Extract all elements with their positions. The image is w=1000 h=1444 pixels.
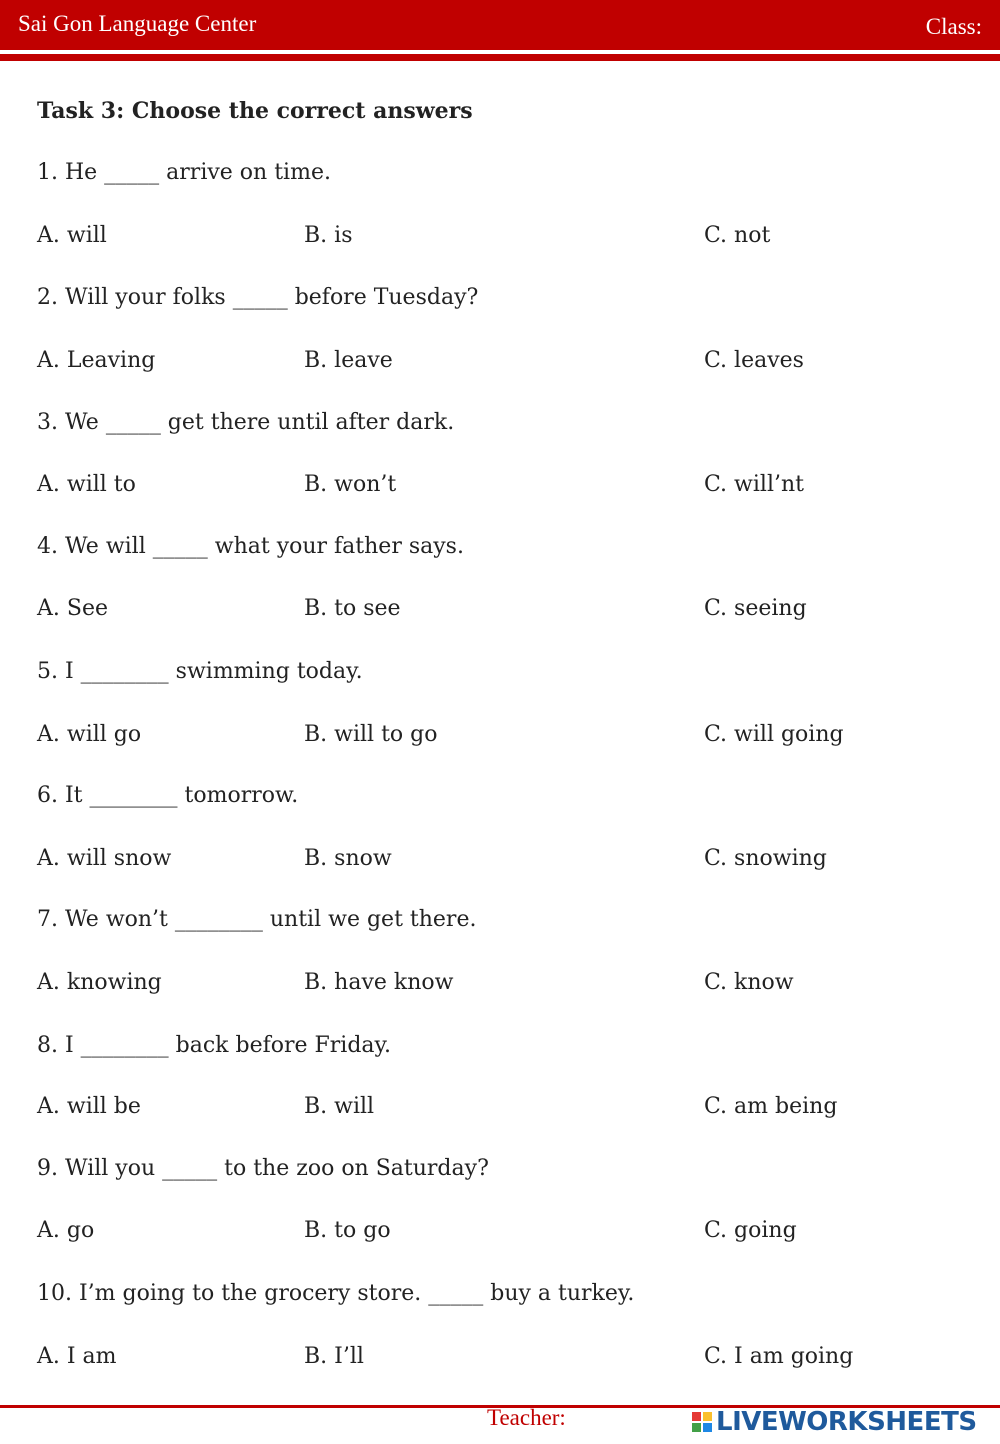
option-7c[interactable]: C. know [704,970,794,995]
option-4b[interactable]: B. to see [304,596,401,621]
option-9b[interactable]: B. to go [304,1218,391,1243]
option-1c[interactable]: C. not [704,223,771,248]
option-8b[interactable]: B. will [304,1094,375,1119]
option-10a[interactable]: A. I am [37,1344,117,1369]
question-4: 4. We will _____ what your father says. [37,534,464,559]
option-4a[interactable]: A. See [37,596,108,621]
page-header [0,0,1000,50]
question-5: 5. I ________ swimming today. [37,659,363,684]
option-1b[interactable]: B. is [304,223,353,248]
option-2c[interactable]: C. leaves [704,348,804,373]
option-5a[interactable]: A. will go [37,722,142,747]
option-5c[interactable]: C. will going [704,722,844,747]
liveworksheets-logo[interactable] [692,1407,977,1437]
question-10: 10. I’m going to the grocery store. _____ buy a turkey. [37,1281,635,1306]
question-9: 9. Will you _____ to the zoo on Saturday? [37,1156,489,1181]
option-7b[interactable]: B. have know [304,970,454,995]
question-2: 2. Will your folks _____ before Tuesday? [37,285,479,310]
question-6: 6. It ________ tomorrow. [37,783,299,808]
school-name: Sai Gon Language Center [18,11,257,36]
question-1: 1. He _____ arrive on time. [37,160,331,185]
option-6b[interactable]: B. snow [304,846,392,871]
option-4c[interactable]: C. seeing [704,596,807,621]
option-2b[interactable]: B. leave [304,348,393,373]
option-5b[interactable]: B. will to go [304,722,438,747]
option-10b[interactable]: B. I’ll [304,1344,364,1369]
class-label: Class: [925,14,982,39]
option-8c[interactable]: C. am being [704,1094,838,1119]
question-7: 7. We won’t ________ until we get there. [37,907,477,932]
question-8: 8. I ________ back before Friday. [37,1033,392,1058]
option-9a[interactable]: A. go [37,1218,95,1243]
option-10c[interactable]: C. I am going [704,1344,854,1369]
option-3a[interactable]: A. will to [37,472,136,497]
option-6a[interactable]: A. will snow [37,846,172,871]
option-2a[interactable]: A. Leaving [37,348,156,373]
option-8a[interactable]: A. will be [37,1094,141,1119]
option-3b[interactable]: B. won’t [304,472,397,497]
question-3: 3. We _____ get there until after dark. [37,410,455,435]
option-1a[interactable]: A. will [37,223,107,248]
logo-text: LIVEWORKSHEETS [716,1407,977,1437]
option-7a[interactable]: A. knowing [37,970,162,995]
option-3c[interactable]: C. will’nt [704,472,804,497]
option-6c[interactable]: C. snowing [704,846,827,871]
option-9c[interactable]: C. going [704,1218,797,1243]
header-divider [0,54,1000,61]
task-title: Task 3: Choose the correct answers [37,98,473,124]
logo-grid-icon [692,1412,712,1432]
teacher-label: Teacher: [487,1405,566,1430]
